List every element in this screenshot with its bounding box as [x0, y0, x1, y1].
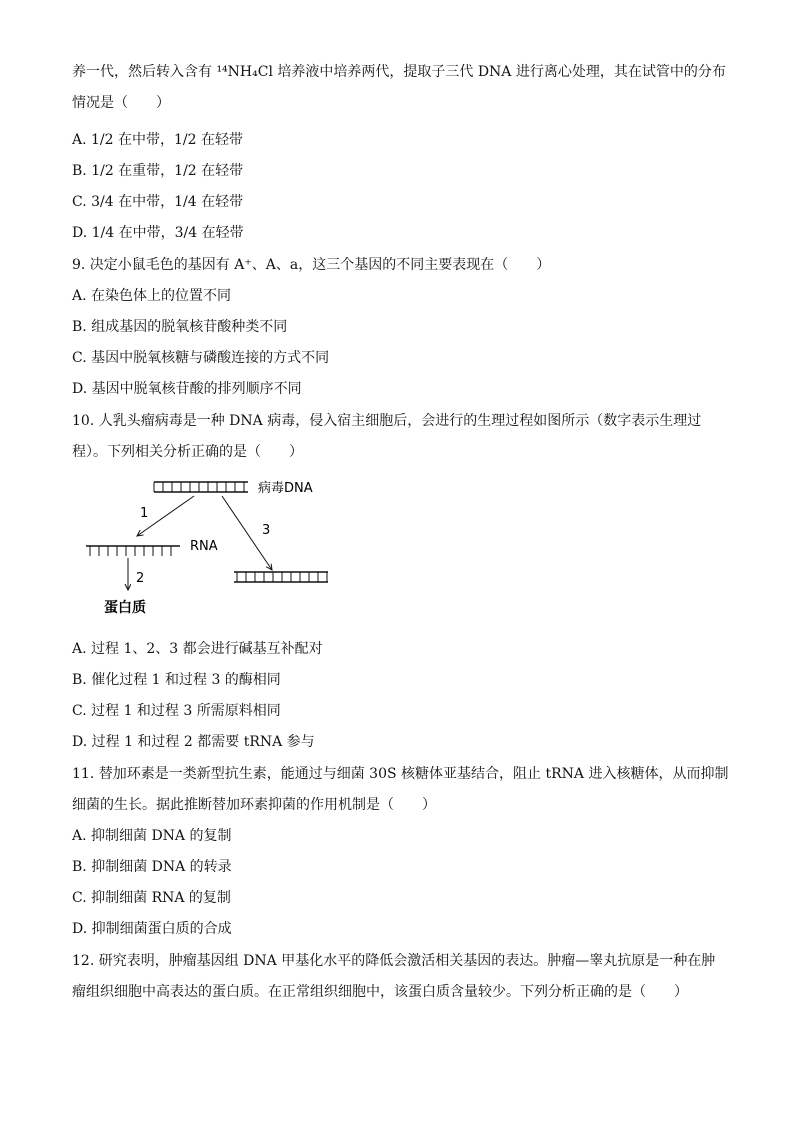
q8-option-c: C. 3/4 在中带，1/4 在轻带	[72, 194, 244, 210]
q10-option-b: B. 催化过程 1 和过程 3 的酶相同	[72, 672, 281, 688]
arrow-1-label: 1	[140, 506, 149, 521]
arrow-3-label: 3	[262, 523, 271, 538]
q11-option-c: C. 抑制细菌 RNA 的复制	[72, 890, 231, 906]
q8-option-d: D. 1/4 在中带，3/4 在轻带	[72, 225, 244, 241]
q10-line-2: 程）。下列相关分析正确的是（ ）	[72, 444, 303, 460]
q11-option-a: A. 抑制细菌 DNA 的复制	[72, 828, 232, 844]
q8-option-b: B. 1/2 在重带，1/2 在轻带	[72, 163, 244, 179]
viral-dna-strand	[154, 482, 248, 492]
q9-option-d: D. 基因中脱氧核苷酸的排列顺序不同	[72, 381, 302, 397]
viral-dna-label: 病毒DNA	[258, 481, 313, 496]
q8-line-1: 养一代，然后转入含有 ¹⁴NH₄Cl 培养液中培养两代，提取子三代 DNA 进行离心处理，其在试管中的分布	[72, 64, 726, 80]
arrow-2-label: 2	[136, 571, 145, 586]
q9-stem: 9. 决定小鼠毛色的基因有 A⁺、A、a，这三个基因的不同主要表现在（ ）	[72, 257, 551, 273]
q9-option-c: C. 基因中脱氧核糖与磷酸连接的方式不同	[72, 350, 330, 366]
q10-line-1: 10. 人乳头瘤病毒是一种 DNA 病毒，侵入宿主细胞后，会进行的生理过程如图所示（数字表示生理过	[72, 413, 702, 429]
q12-line-2: 瘤组织细胞中高表达的蛋白质。在正常组织细胞中，该蛋白质含量较少。下列分析正确的是（ ）	[72, 984, 688, 1000]
protein-label: 蛋白质	[104, 600, 146, 616]
rna-label: RNA	[190, 539, 218, 554]
q12-line-1: 12. 研究表明，肿瘤基因组 DNA 甲基化水平的降低会激活相关基因的表达。肿瘤—睾丸抗原是一种在肿	[72, 953, 716, 969]
q10-option-a: A. 过程 1、2、3 都会进行碱基互补配对	[72, 641, 323, 657]
q11-line-1: 11. 替加环素是一类新型抗生素，能通过与细菌 30S 核糖体亚基结合，阻止 tRNA 进入核糖体，从而抑制	[72, 766, 729, 782]
q8-option-a: A. 1/2 在中带，1/2 在轻带	[72, 132, 243, 148]
q9-option-b: B. 组成基因的脱氧核苷酸种类不同	[72, 319, 288, 335]
q11-option-d: D. 抑制细菌蛋白质的合成	[72, 921, 232, 937]
q8-line-2: 情况是（ ）	[72, 95, 170, 111]
q10-option-c: C. 过程 1 和过程 3 所需原料相同	[72, 703, 281, 719]
process-diagram	[82, 478, 352, 618]
q9-option-a: A. 在染色体上的位置不同	[72, 288, 232, 304]
dna-copy-strand	[234, 572, 328, 582]
q11-line-2: 细菌的生长。据此推断替加环素抑菌的作用机制是（ ）	[72, 797, 436, 813]
q10-option-d: D. 过程 1 和过程 2 都需要 tRNA 参与	[72, 734, 315, 750]
q11-option-b: B. 抑制细菌 DNA 的转录	[72, 859, 232, 875]
rna-strand	[86, 546, 180, 556]
